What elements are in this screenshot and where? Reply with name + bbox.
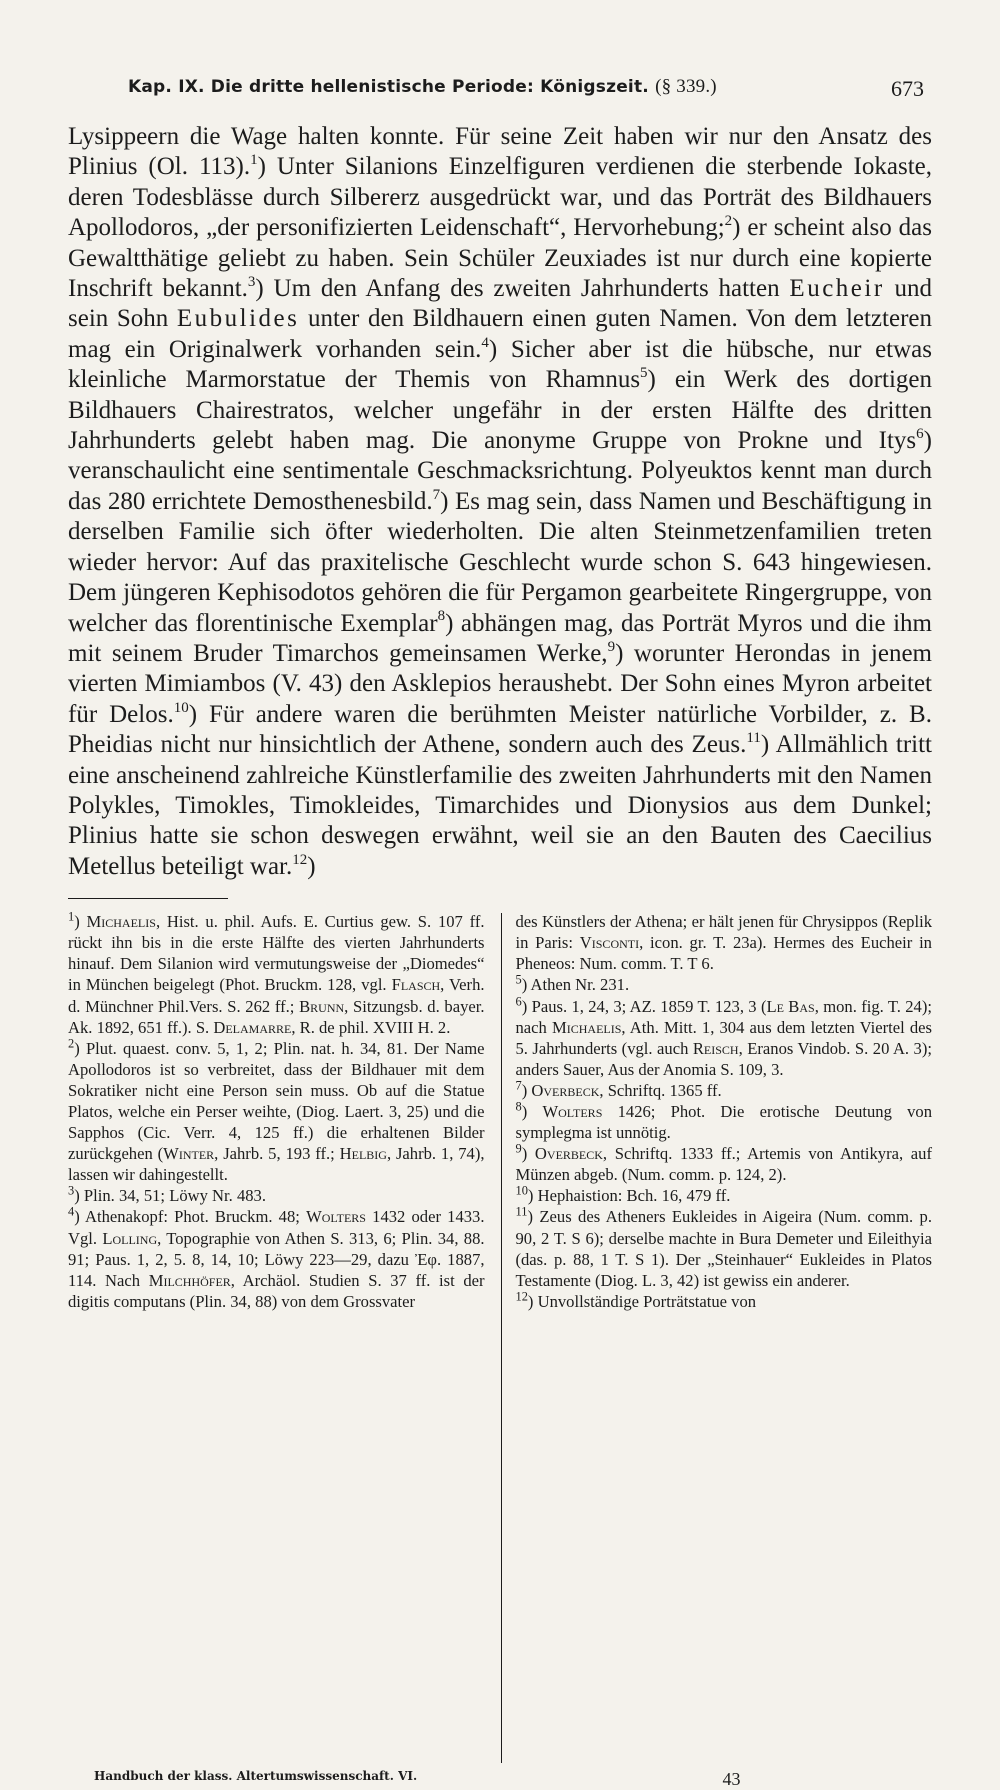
footnote-text: , Topographie von Athen S. 313, 6; Plin. 34, 88. 91; Paus. 1, 2, 5. 8, 14, 10; Löwy 223—29, dazu Ἐφ. 1887, 114. Nach <box>68 1228 485 1290</box>
author-name: Reisch <box>692 1038 739 1058</box>
footnote-text: , Sitzungsb. d. bayer. Ak. 1892, 651 ff.). S. <box>68 996 485 1037</box>
footnote-text: , Jahrb. 1, 74), lassen wir dahingestellt. <box>68 1144 485 1185</box>
section-ref: (§ 339.) <box>655 76 717 97</box>
footnote-text: , Archäol. Studien S. 37 ff. ist der digitis computans (Plin. 34, 88) von dem Grossvater <box>68 1270 485 1311</box>
footnote <box>515 1291 932 1312</box>
footnote <box>515 911 932 974</box>
footnote-ref: 3 <box>247 273 256 290</box>
text-run: ) worunter Herondas in jenem vierten Mimiambos (V. 43) den Asklepios heraushebt. Der Sohn eines Myron arbeitet für Delos. <box>68 639 932 728</box>
footnote <box>515 1143 932 1185</box>
text-run: ) er scheint also das Gewaltthätige geliebt zu haben. Sein Schüler Zeuxiades ist nur durch eine kopierte Inschrift bekannt. <box>68 214 932 303</box>
imprint-line: Handbuch der klass. Altertumswissenschaft. VI. <box>94 1769 418 1784</box>
footnote-ref: 9 <box>607 638 616 655</box>
footnote-ref: 1 <box>250 152 258 169</box>
text-run: ) Für andere waren die berühmten Meister natürliche Vorbilder, z. B. Pheidias nicht nur hinsichtlich der Athene, sondern auch des Zeus. <box>68 700 932 759</box>
main-paragraph <box>68 122 932 882</box>
footnote-text: 1432 oder 1433. Vgl. <box>68 1207 485 1248</box>
footnote-paren: ) <box>527 1207 540 1227</box>
footnote-text: , Verh. d. Münchner Phil.Vers. S. 262 ff.; <box>68 975 485 1016</box>
footnote-paren: ) <box>521 975 531 995</box>
footnote <box>68 1206 485 1311</box>
footnote-number: 2 <box>68 1036 75 1051</box>
footnote-text: , Schriftq. 1365 ff. <box>599 1080 722 1100</box>
author-name: Visconti <box>579 933 640 953</box>
main-text <box>68 122 932 882</box>
footnote-ref: 6 <box>916 425 924 442</box>
footnote-number: 10 <box>515 1183 528 1198</box>
author-name: Le Bas <box>766 996 815 1016</box>
text-run: Lysippeern die Wage halten konnte. Für seine Zeit haben wir nur den Ansatz des Plinius (Ol. 113). <box>68 123 932 181</box>
footnote <box>68 1038 485 1186</box>
signature-mark: 43 <box>722 1769 741 1790</box>
footnote-text: Plut. quaest. conv. 5, 1, 2; Plin. nat. h. 34, 81. Der Name Apollodoros ist so verbreitet, dass der Bildhauer mit dem Sokratiker nicht eine Person sein muss. Ob auf die Statue Platos, welche ein Perser weihte, (Diog. Laert. 3, 25) und die Sapphos (Cic. Verr. 4, 125 ff.) die erhaltenen Bilder zurückgehen ( <box>68 1038 485 1164</box>
footnote <box>515 996 932 1080</box>
footnotes-left-column <box>68 911 501 1763</box>
footnote-ref: 11 <box>746 730 761 747</box>
spaced-name: Eubulides <box>176 305 300 333</box>
text-run: ) Allmählich tritt eine anscheinend zahlreiche Künstlerfamilie des zweiten Jahrhunderts mit den Namen Polykles, Timokles, Timokleides, Timarchides und Dionysios aus dem Dunkel; Plinius hatte sie schon deswegen erwähnt, weil sie an den Bauten des Caecilius Metellus beteiligt war. <box>68 731 932 880</box>
footnote-ref: 8 <box>437 608 446 625</box>
footnote-text: , R. de phil. XVIII H. 2. <box>291 1017 451 1037</box>
author-name: Brunn <box>299 996 345 1016</box>
running-title <box>128 76 717 98</box>
footnote-text: Athen Nr. 231. <box>530 975 630 995</box>
footnote-paren: ) <box>527 1186 538 1206</box>
author-name: Michaelis <box>551 1017 622 1037</box>
footnote-rule <box>68 898 228 899</box>
footnote-paren: ) <box>521 1144 535 1164</box>
footnote-ref: 10 <box>173 699 189 716</box>
footnote-number: 12 <box>515 1289 528 1304</box>
footnote-number: 5 <box>515 972 522 987</box>
author-name: Winter <box>163 1144 215 1164</box>
text-run: ) Sicher aber ist die hübsche, nur etwas kleinliche Marmorstatue der Themis von Rhamnus <box>68 335 932 394</box>
footnote-paren: ) <box>74 912 87 932</box>
footnote-text: Hephaistion: Bch. 16, 479 ff. <box>537 1186 731 1206</box>
footnote <box>515 974 932 995</box>
footnote-text: Plin. 34, 51; Löwy Nr. 483. <box>83 1186 266 1206</box>
text-run: ) Es mag sein, dass Namen und Beschäftigung in derselben Familie sich öfter wiederholten. Die alten Steinmetzenfamilien treten wieder hervor: Auf das praxitelische Geschlecht wurde schon S. 643 hingewiesen. Dem jüngeren Kephisodotos gehören die für Pergamon gearbeitete Ringergruppe, von welcher das florentinische Exemplar <box>68 487 932 637</box>
running-header <box>68 62 932 102</box>
spaced-name: Eucheir <box>789 275 885 303</box>
footnote <box>515 1101 932 1143</box>
footnote-number: 3 <box>68 1183 75 1198</box>
footnote <box>515 1206 932 1290</box>
author-name: Wolters <box>542 1102 603 1121</box>
footnote-text: Unvollständige Porträtstatue von <box>537 1291 757 1311</box>
footnote-paren: ) <box>74 1186 84 1206</box>
text-run: ) Um den Anfang des zweiten Jahrhunderts hatten <box>255 275 790 303</box>
footnote-paren: ) <box>527 1291 538 1311</box>
footnote-text: , mon. fig. T. 24); nach <box>515 996 932 1037</box>
author-name: Helbig <box>339 1144 387 1164</box>
footnote-text: , icon. gr. T. 23a). Hermes des Eucheir in Pheneos: Num. comm. T. T 6. <box>515 933 932 974</box>
text-run: ) Unter Silanions Einzelfiguren verdienen die sterbende Iokaste, deren Todesblässe durch Silbererz ausgedrückt war, und das Porträt des Bildhauers Apollodoros, „der personifizierten Leidenschaft“, Hervorhebung; <box>68 153 932 242</box>
text-run: unter den Bildhauern einen guten Namen. Von dem letzteren mag ein Originalwerk vorhanden sein. <box>68 305 932 363</box>
footnote-number: 7 <box>515 1078 522 1093</box>
footnote-text: , Hist. u. phil. Aufs. E. Curtius gew. S. 107 ff. rückt ihn bis in die erste Hälfte des vierten Jahrhunderts hinauf. Dem Silanion wird vermutungsweise der „Diomedes“ in München beigelegt (Phot. Bruckm. 128, vgl. <box>68 912 485 995</box>
footnote <box>515 1185 932 1206</box>
footnote-number: 4 <box>68 1204 75 1219</box>
footnote <box>68 911 485 1038</box>
page-foot <box>68 1769 932 1790</box>
footnote-paren: ) <box>74 1038 86 1058</box>
footnote-ref: 4 <box>481 334 489 351</box>
footnote-number: 1 <box>68 909 75 924</box>
chapter-title: Kap. IX. Die dritte hellenistische Periode: Königszeit. <box>128 77 649 97</box>
text-run: ) abhängen mag, das Porträt Myros und die ihm mit seinem Bruder Timarchos gemeinsamen Werke, <box>68 609 932 667</box>
footnote-paren: ) <box>521 1102 543 1121</box>
author-name: Wolters <box>306 1207 366 1227</box>
footnote-number: 8 <box>515 1099 522 1114</box>
footnote-number: 9 <box>515 1141 522 1156</box>
footnote-paren: ) <box>521 996 532 1016</box>
footnote-text: , Eranos Vindob. S. 20 A. 3); anders Sauer, Aus der Anomia S. 109, 3. <box>515 1038 932 1079</box>
footnote-paren: ) <box>74 1207 86 1227</box>
text-run: ) ein Werk des dortigen Bildhauers Chairestratos, welcher ungefähr in der ersten Hälfte des dritten Jahrhunderts gelebt haben mag. Die anonyme Gruppe von Prokne und Itys <box>68 366 932 455</box>
footnote-text: des Künstlers der Athena; er hält jenen für Chrysippos (Replik in Paris: <box>515 912 932 953</box>
author-name: Overbeck <box>531 1080 600 1100</box>
author-name: Flasch <box>391 975 441 995</box>
author-name: Michaelis <box>86 912 156 932</box>
author-name: Milchhöfer <box>148 1270 231 1290</box>
footnote <box>515 1080 932 1101</box>
footnote-number: 11 <box>515 1204 528 1219</box>
footnote-ref: 7 <box>432 486 441 503</box>
footnote-text: , Schriftq. 1333 ff.; Artemis von Antikyra, auf Münzen abgeb. (Num. comm. p. 124, 2). <box>515 1144 932 1185</box>
footnotes <box>68 911 932 1763</box>
footnote-paren: ) <box>521 1080 532 1100</box>
footnote-number: 6 <box>515 994 522 1008</box>
footnote-text: 1426; Phot. Die erotische Deutung von symplegma ist unnötig. <box>515 1102 932 1143</box>
footnote-ref: 12 <box>292 851 308 868</box>
page-number: 673 <box>891 76 924 101</box>
footnote-text: , Jahrb. 5, 193 ff.; <box>214 1144 340 1164</box>
author-name: Overbeck <box>534 1144 603 1164</box>
footnote-text: Zeus des Atheners Eukleides in Aigeira (Num. comm. p. 90, 2 T. S 6); derselbe machte in Bura Demeter und Eileithyia (das. p. 88, 1 T. S 1). Der „Steinhauer“ Eukleides in Platos Testamente (Diog. L. 3, 42) ist gewiss ein anderer. <box>515 1207 932 1290</box>
footnote-text: Athenakopf: Phot. Bruckm. 48; <box>85 1207 307 1227</box>
footnotes-right-column <box>501 911 932 1763</box>
text-run: und sein Sohn <box>68 275 932 333</box>
footnote-ref: 5 <box>640 365 648 382</box>
author-name: Lolling <box>102 1228 158 1248</box>
text-run: ) <box>307 852 316 880</box>
text-run: ) veranschaulicht eine sentimentale Geschmacksrichtung. Polyeuktos kennt man durch das 280 errichtete Demosthenesbild. <box>68 427 932 515</box>
author-name: Delamarre <box>213 1017 292 1037</box>
footnote-text: Paus. 1, 24, 3; AZ. 1859 T. 123, 3 ( <box>531 996 767 1016</box>
footnote-ref: 2 <box>724 213 733 230</box>
footnote-text: , Ath. Mitt. 1, 304 aus dem letzten Viertel des 5. Jahrhunderts (vgl. auch <box>515 1017 933 1058</box>
footnote <box>68 1185 485 1206</box>
